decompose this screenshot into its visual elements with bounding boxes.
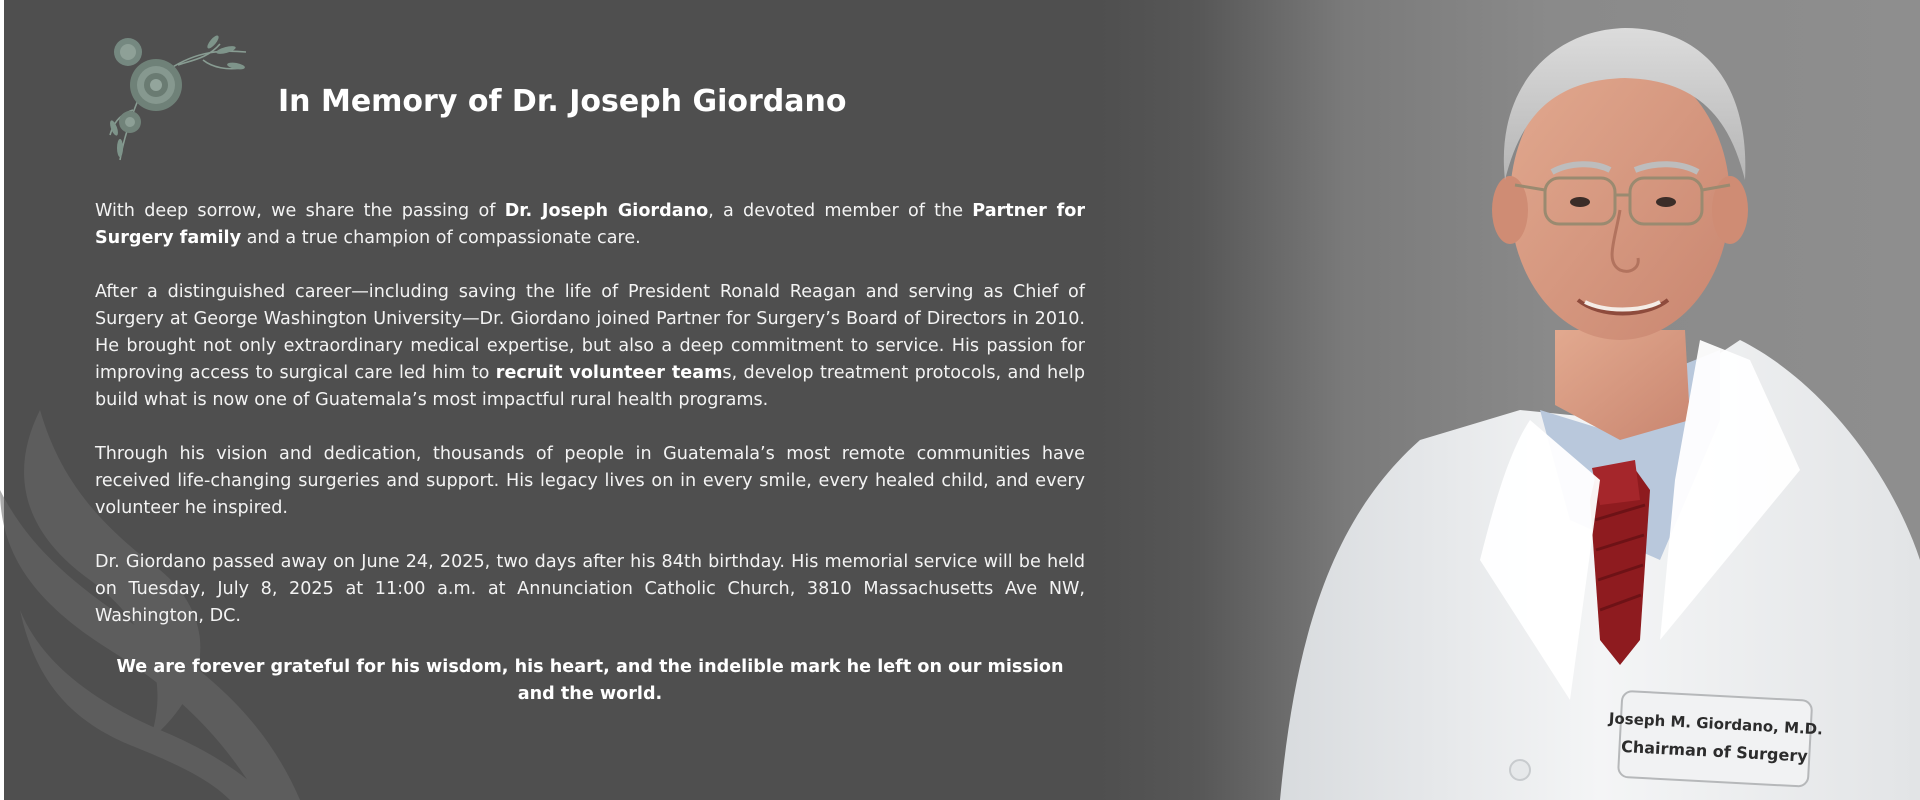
- paragraph-career: [95, 279, 1085, 414]
- paragraph-legacy: Through his vision and dedication, thousands of people in Guatemala’s most remote communities have received life-changing surgeries and support. His legacy lives on in every smile, every healed child, and every volunteer he inspired.: [95, 444, 1085, 518]
- bold-name: Dr. Joseph Giordano: [504, 201, 709, 221]
- bold-volunteer: recruit volunteer team: [495, 363, 723, 383]
- text-span: and a true champion of compassionate care.: [241, 228, 641, 248]
- portrait-photo: [1100, 0, 1920, 800]
- text-span: s, develop treatment protocols, and help build what is now one of Guatemala’s most impactful rural health programs.: [95, 363, 1085, 410]
- closing-statement: We are forever grateful for his wisdom, his heart, and the indelible mark he left on our mission and the world.: [116, 657, 1064, 704]
- doctor-portrait-image: [1100, 0, 1920, 800]
- text-span: , a devoted member of the: [708, 201, 973, 221]
- bold-organization: Partner for Surgery family: [95, 201, 1085, 248]
- page-title: In Memory of Dr. Joseph Giordano: [278, 84, 847, 119]
- paragraph-service: Dr. Giordano passed away on June 24, 2025, two days after his 84th birthday. His memorial service will be held on Tuesday, July 8, 2025 at 11:00 a.m. at Annunciation Catholic Church, 3810 Massachusetts Ave NW, Washington, DC.: [95, 552, 1085, 626]
- floral-decoration-icon: [108, 30, 248, 165]
- badge-name-text: Joseph M. Giordano, M.D.: [1608, 709, 1824, 739]
- memorial-text: [95, 198, 1085, 735]
- text-span: After a distinguished career—including saving the life of President Ronald Reagan and serving as Chief of Surgery at George Washington University—Dr. Giordano joined Partner for Surgery’s Board of Directors in 2010. He brought not only extraordinary medical expertise, but also a deep commitment to service. His passion for improving access to surgical care led him to: [95, 282, 1085, 383]
- badge-title-text: Chairman of Surgery: [1620, 736, 1809, 766]
- paragraph-intro: [95, 198, 1085, 252]
- text-span: With deep sorrow, we share the passing of: [95, 201, 505, 221]
